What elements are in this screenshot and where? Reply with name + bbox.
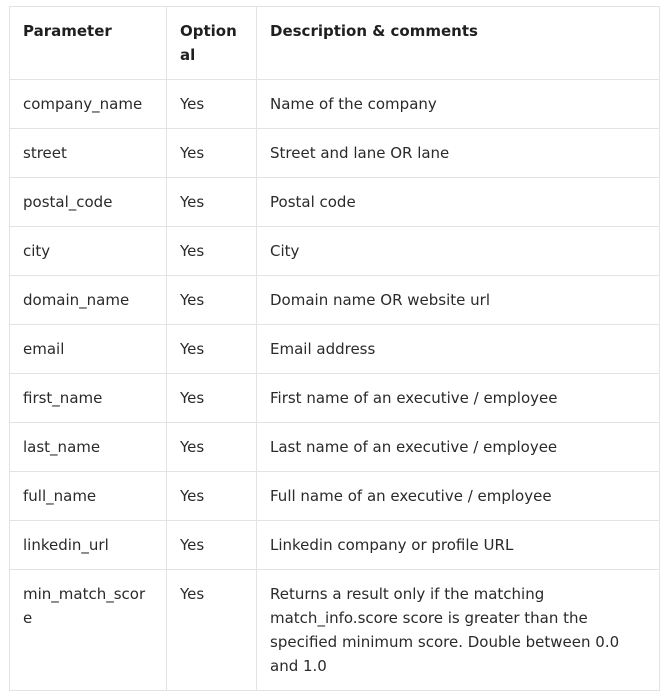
cell-parameter: city — [10, 227, 167, 276]
table-row — [10, 423, 660, 472]
cell-parameter: min_match_score — [10, 570, 167, 691]
cell-parameter: first_name — [10, 374, 167, 423]
table-row — [10, 570, 660, 691]
table-row — [10, 276, 660, 325]
cell-description: Name of the company — [257, 80, 660, 129]
cell-optional: Yes — [167, 570, 257, 691]
cell-optional: Yes — [167, 276, 257, 325]
cell-optional: Yes — [167, 325, 257, 374]
cell-description: First name of an executive / employee — [257, 374, 660, 423]
cell-description: City — [257, 227, 660, 276]
cell-optional: Yes — [167, 521, 257, 570]
table-row — [10, 178, 660, 227]
cell-parameter: email — [10, 325, 167, 374]
table-row — [10, 325, 660, 374]
header-optional: Optional — [167, 7, 257, 80]
table-row — [10, 227, 660, 276]
cell-optional: Yes — [167, 129, 257, 178]
cell-parameter: linkedin_url — [10, 521, 167, 570]
cell-optional: Yes — [167, 472, 257, 521]
cell-parameter: last_name — [10, 423, 167, 472]
header-description: Description & comments — [257, 7, 660, 80]
cell-description: Linkedin company or profile URL — [257, 521, 660, 570]
cell-optional: Yes — [167, 423, 257, 472]
cell-description: Last name of an executive / employee — [257, 423, 660, 472]
cell-parameter: postal_code — [10, 178, 167, 227]
table-row — [10, 80, 660, 129]
cell-description: Domain name OR website url — [257, 276, 660, 325]
cell-description: Street and lane OR lane — [257, 129, 660, 178]
cell-description: Postal code — [257, 178, 660, 227]
parameters-table — [9, 6, 660, 691]
table-row — [10, 129, 660, 178]
cell-optional: Yes — [167, 80, 257, 129]
table-row — [10, 374, 660, 423]
table-row — [10, 521, 660, 570]
cell-parameter: domain_name — [10, 276, 167, 325]
cell-description: Full name of an executive / employee — [257, 472, 660, 521]
cell-optional: Yes — [167, 374, 257, 423]
cell-description: Email address — [257, 325, 660, 374]
parameters-table-container — [9, 6, 659, 691]
cell-parameter: full_name — [10, 472, 167, 521]
header-parameter: Parameter — [10, 7, 167, 80]
cell-description: Returns a result only if the matching match_info.score score is greater than the specified minimum score. Double between 0.0 and 1.0 — [257, 570, 660, 691]
table-row — [10, 472, 660, 521]
cell-optional: Yes — [167, 227, 257, 276]
cell-optional: Yes — [167, 178, 257, 227]
table-header-row — [10, 7, 660, 80]
cell-parameter: company_name — [10, 80, 167, 129]
cell-parameter: street — [10, 129, 167, 178]
